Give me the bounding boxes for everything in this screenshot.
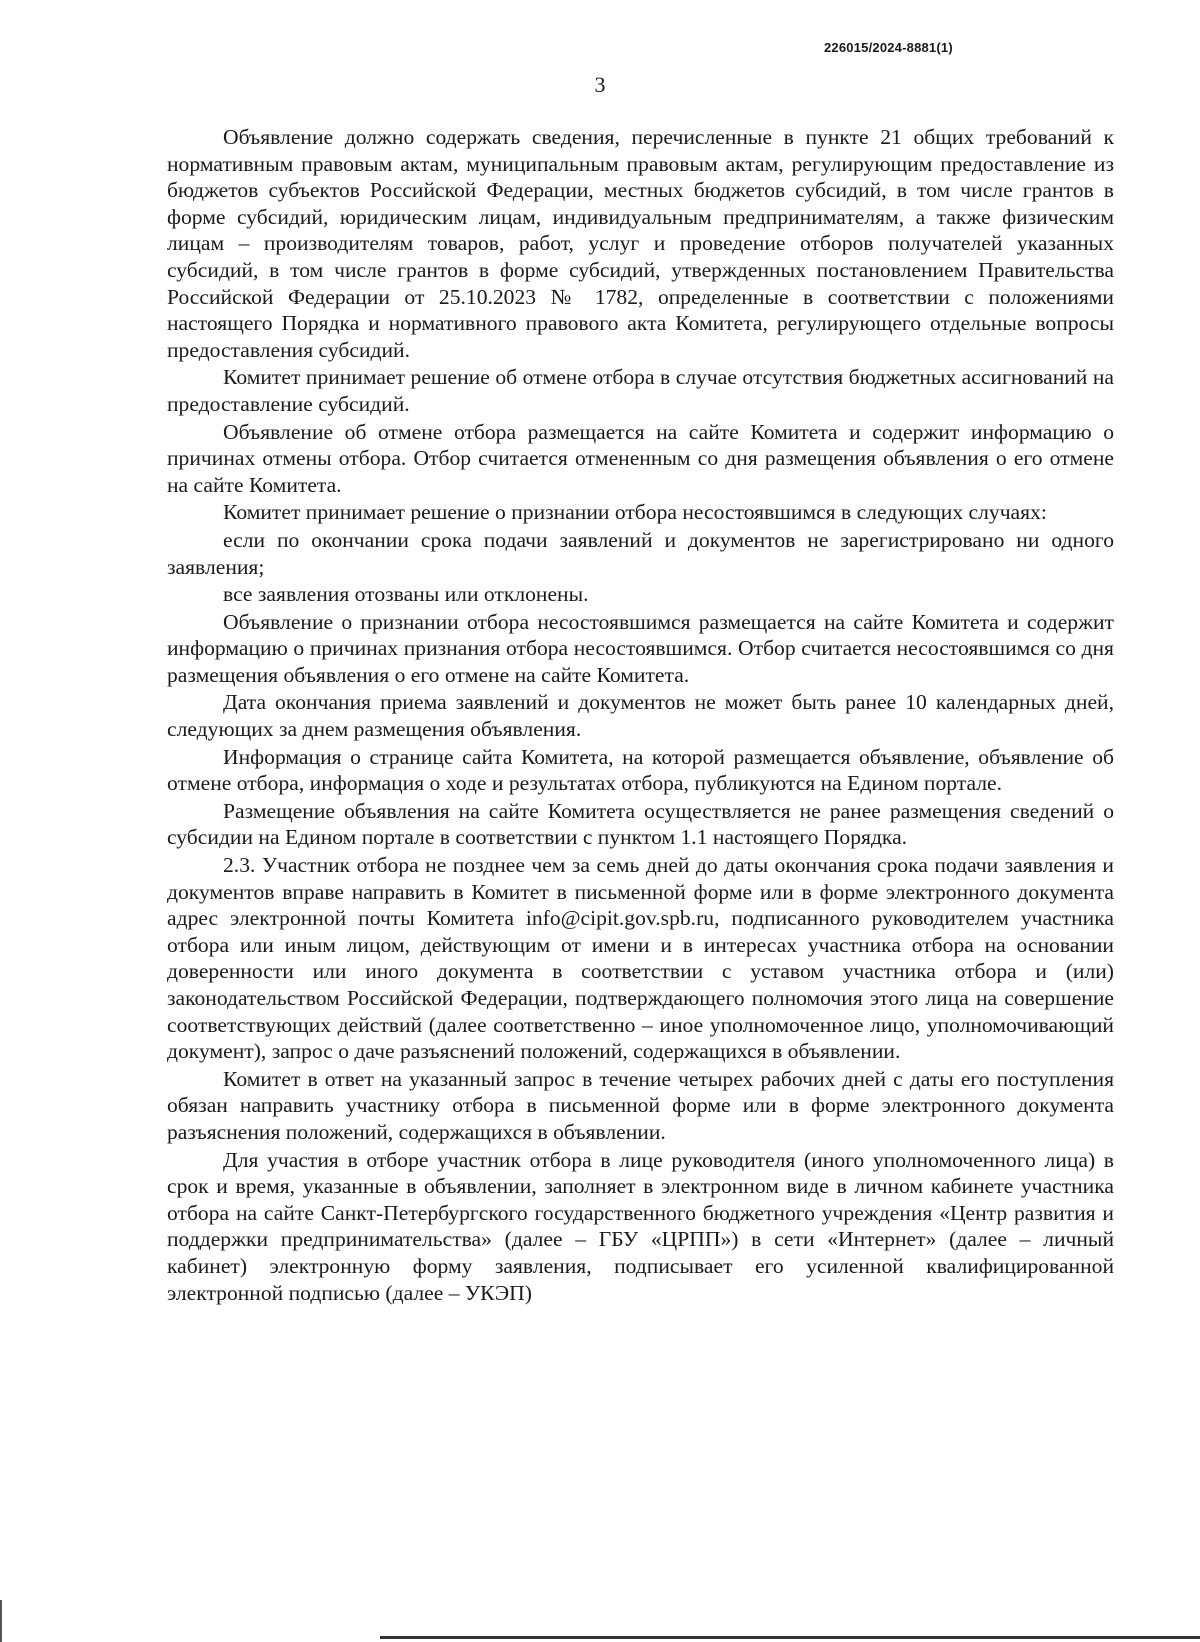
- paragraph-committee-response: Комитет в ответ на указанный запрос в течение четырех рабочих дней с даты его поступления обязан направить участнику отбора в письменной форме или в форме электронного документа разъяснения положений, содержащихся в объявлении.: [167, 1066, 1114, 1144]
- paragraph-cancellation-decision: Комитет принимает решение об отмене отбора в случае отсутствия бюджетных ассигнований на предоставление субсидий.: [167, 365, 1114, 416]
- paragraph-failed-selection-cases: Комитет принимает решение о признании отбора несостоявшимся в следующих случаях:: [223, 500, 1047, 525]
- paragraph-cancellation-notice: Объявление об отмене отбора размещается на сайте Комитета и содержит информацию о причинах отмены отбора. Отбор считается отмененным со дня размещения объявления о его отмене на сайте Комитета.: [167, 419, 1114, 497]
- paragraph-deadline: Дата окончания приема заявлений и документов не может быть ранее 10 календарных дней, следующих за днем размещения объявления.: [167, 690, 1114, 742]
- bottom-edge-rule: [380, 1636, 1200, 1639]
- paragraph-clause-2-3: 2.3. Участник отбора не позднее чем за семь дней до даты окончания срока подачи заявления и документов вправе направить в Комитет в письменной форме или в форме электронного документа адрес электронной почты Комитета info@cipit.gov.spb.ru, подписанного руководителем участника отбора или иным лицом, действующим от имени и в интересах участника отбора на основании доверенности или иного документа в соответствии с уставом участника отбора и (или) законодательством Российской Федерации, подтверждающего полномочия этого лица на совершение соответствующих действий (далее соответственно – иное уполномоченное лицо, уполномочивающий документ), запрос о даче разъяснений положений, содержащихся в объявлении.: [167, 853, 1114, 1064]
- paragraph-placement-order: Размещение объявления на сайте Комитета осуществляется не ранее размещения сведений о субсидии на Едином портале в соответствии с пунктом 1.1 настоящего Порядка.: [167, 798, 1114, 850]
- scan-edge-mark: [0, 1600, 2, 1642]
- paragraph-all-withdrawn: все заявления отозваны или отклонены.: [223, 582, 589, 607]
- paragraph-failed-selection-notice: Объявление о признании отбора несостоявшимся размещается на сайте Комитета и содержит информацию о причинах признания отбора несостоявшимся. Отбор считается несостоявшимся со дня размещения объявления о его отмене на сайте Комитета.: [167, 609, 1114, 687]
- document-body: [167, 124, 1114, 1306]
- paragraph-no-applications: если по окончании срока подачи заявлений и документов не зарегистрировано ни одного заявления;: [167, 527, 1114, 579]
- paragraph-participation: Для участия в отборе участник отбора в лице руководителя (иного уполномоченного лица) в срок и время, указанные в объявлении, заполняет в электронном виде в личном кабинете участника отбора на сайте Санкт-Петербургского государственного бюджетного учреждения «Центр развития и поддержки предпринимательства» (далее – ГБУ «ЦРПП») в сети «Интернет» (далее – личный кабинет) электронную форму заявления, подписывает его усиленной квалифицированной электронной подписью (далее – УКЭП): [167, 1147, 1114, 1305]
- paragraph-site-info: Информация о странице сайта Комитета, на которой размещается объявление, объявление об отмене отбора, информация о ходе и результатах отбора, публикуются на Едином портале.: [167, 744, 1114, 796]
- document-registration-number: 226015/2024-8881(1): [824, 40, 953, 55]
- paragraph-announcement-contents: Объявление должно содержать сведения, перечисленные в пункте 21 общих требований к нормативным правовым актам, муниципальным правовым актам, регулирующим предоставление из бюджетов субъектов Российской Федерации, местных бюджетов субсидий, в том числе грантов в форме субсидий, юридическим лицам, индивидуальным предпринимателям, а также физическим лицам – производителям товаров, работ, услуг и проведение отборов получателей указанных субсидий, в том числе грантов в форме субсидий, утвержденных постановлением Правительства Российской Федерации от 25.10.2023 № 1782, определенные в соответствии с положениями настоящего Порядка и нормативного правового акта Комитета, регулирующего отдельные вопросы предоставления субсидий.: [167, 125, 1114, 362]
- page-number: 3: [594, 72, 606, 97]
